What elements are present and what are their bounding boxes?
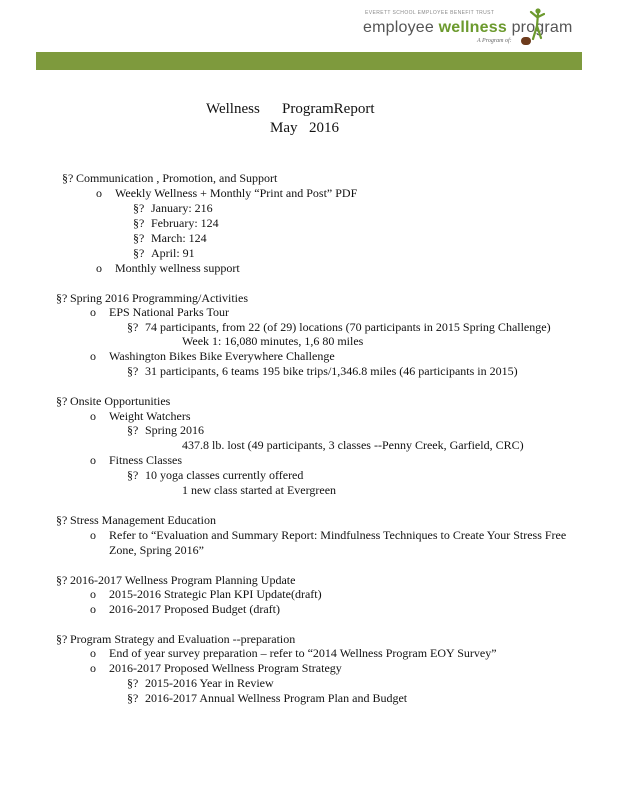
list-item-text: 2016-2017 Proposed Wellness Program Strategy	[109, 661, 342, 675]
list-item	[56, 394, 170, 408]
list-item-text: February: 124	[151, 216, 219, 230]
list-item-continuation	[109, 543, 204, 557]
logo-tagline: A Program of:	[477, 38, 512, 44]
person-figure-icon	[529, 8, 545, 42]
list-item-text: 2015-2016 Year in Review	[145, 676, 274, 690]
employee-wellness-program-logo	[355, 8, 573, 50]
list-item-text: 2016-2017 Proposed Budget (draft)	[109, 602, 280, 616]
list-item-text: Spring 2016	[145, 423, 205, 437]
list-item	[164, 334, 363, 348]
bullet-marker: o	[90, 453, 96, 467]
bullet-marker: §?	[62, 171, 74, 185]
list-item-text: April: 91	[151, 246, 195, 260]
list-item-text: EPS National Parks Tour	[109, 305, 229, 319]
list-item	[90, 602, 280, 616]
list-item-text: 31 participants, 6 teams 195 bike trips/1,346.8 miles (46 participants in 2015)	[145, 364, 518, 378]
list-item	[90, 528, 566, 542]
list-item-text: Communication , Promotion, and Support	[76, 171, 278, 185]
bullet-marker: o	[90, 602, 96, 616]
bullet-marker: o	[90, 349, 96, 363]
title-month: May	[270, 120, 298, 136]
bullet-marker: §?	[127, 423, 139, 437]
bullet-marker: §?	[56, 394, 68, 408]
bullet-marker: §?	[127, 468, 139, 482]
list-item-text: 2016-2017 Annual Wellness Program Plan and Budget	[145, 691, 408, 705]
list-item-text: Washington Bikes Bike Everywhere Challenge	[109, 349, 335, 363]
bullet-marker: o	[90, 305, 96, 319]
list-item-text: Monthly wellness support	[115, 261, 240, 275]
list-item	[133, 201, 213, 215]
list-item	[127, 320, 551, 334]
list-item	[90, 349, 335, 363]
list-item	[62, 171, 277, 185]
list-item-text: Weekly Wellness + Monthly “Print and Post” PDF	[115, 186, 358, 200]
list-item	[127, 468, 303, 482]
bullet-marker: §?	[56, 632, 68, 646]
bullet-marker: o	[96, 186, 102, 200]
list-item-text: March: 124	[151, 231, 207, 245]
list-item	[127, 691, 407, 705]
list-item-text: Zone, Spring 2016”	[109, 543, 204, 557]
list-item-text: 2016-2017 Wellness Program Planning Update	[70, 573, 296, 587]
list-item-text: End of year survey preparation – refer to “2014 Wellness Program EOY Survey”	[109, 646, 497, 660]
list-item	[133, 231, 207, 245]
list-item	[90, 409, 191, 423]
list-item	[127, 364, 518, 378]
logo-word-program: program	[506, 19, 573, 36]
list-item	[133, 216, 219, 230]
list-item	[90, 646, 497, 660]
logo-word-wellness: wellness	[438, 19, 507, 36]
list-item	[127, 676, 274, 690]
title-year: 2016	[309, 120, 339, 136]
bullet-marker: §?	[133, 246, 145, 260]
title-word-programreport: ProgramReport	[282, 101, 375, 117]
bullet-marker: §?	[127, 364, 139, 378]
bullet-marker: §?	[133, 201, 145, 215]
list-item-text: Weight Watchers	[109, 409, 191, 423]
list-item-text: Fitness Classes	[109, 453, 183, 467]
list-item-text: Stress Management Education	[70, 513, 216, 527]
list-item-text: Onsite Opportunities	[70, 394, 171, 408]
list-item	[56, 513, 216, 527]
list-item	[96, 186, 357, 200]
bullet-marker: §?	[127, 320, 139, 334]
list-item	[133, 246, 195, 260]
bullet-marker: §?	[133, 231, 145, 245]
list-item	[90, 453, 182, 467]
bullet-marker: o	[90, 409, 96, 423]
bullet-marker: o	[90, 587, 96, 601]
list-item	[127, 423, 204, 437]
bullet-marker: §?	[127, 676, 139, 690]
bullet-marker: o	[90, 661, 96, 675]
list-item-text: January: 216	[151, 201, 213, 215]
logo-trust-name: EVERETT SCHOOL EMPLOYEE BENEFIT TRUST	[365, 10, 495, 16]
bullet-marker: o	[90, 646, 96, 660]
list-item	[90, 661, 342, 675]
list-item	[56, 632, 295, 646]
bullet-marker: §?	[127, 691, 139, 705]
list-item-text: 74 participants, from 22 (of 29) locations (70 participants in 2015 Spring Challenge)	[145, 320, 551, 334]
list-item-text: Program Strategy and Evaluation --preparation	[70, 632, 296, 646]
list-item	[90, 587, 322, 601]
bullet-marker: §?	[56, 513, 68, 527]
header-green-bar	[36, 52, 582, 70]
list-item	[96, 261, 240, 275]
list-item-text: 2015-2016 Strategic Plan KPI Update(draft)	[109, 587, 322, 601]
bullet-marker: §?	[56, 573, 68, 587]
logo-word-employee: employee	[363, 19, 439, 36]
title-word-wellness: Wellness	[206, 101, 260, 117]
bullet-marker: §?	[56, 291, 68, 305]
list-item	[56, 291, 248, 305]
list-item	[164, 438, 524, 452]
list-item	[164, 483, 336, 497]
list-item-text: 1 new class started at Evergreen	[182, 483, 337, 497]
list-item	[56, 573, 295, 587]
bullet-marker: o	[96, 261, 102, 275]
list-item-text: Refer to “Evaluation and Summary Report: Mindfulness Techniques to Create Your Stress Free	[109, 528, 567, 542]
list-item-text: Spring 2016 Programming/Activities	[70, 291, 248, 305]
list-item-text: 437.8 lb. lost (49 participants, 3 classes --Penny Creek, Garfield, CRC)	[182, 438, 524, 452]
bullet-marker: §?	[133, 216, 145, 230]
bullet-marker: o	[90, 528, 96, 542]
list-item-text: 10 yoga classes currently offered	[145, 468, 304, 482]
list-item	[90, 305, 229, 319]
list-item-text: Week 1: 16,080 minutes, 1,6 80 miles	[182, 334, 364, 348]
